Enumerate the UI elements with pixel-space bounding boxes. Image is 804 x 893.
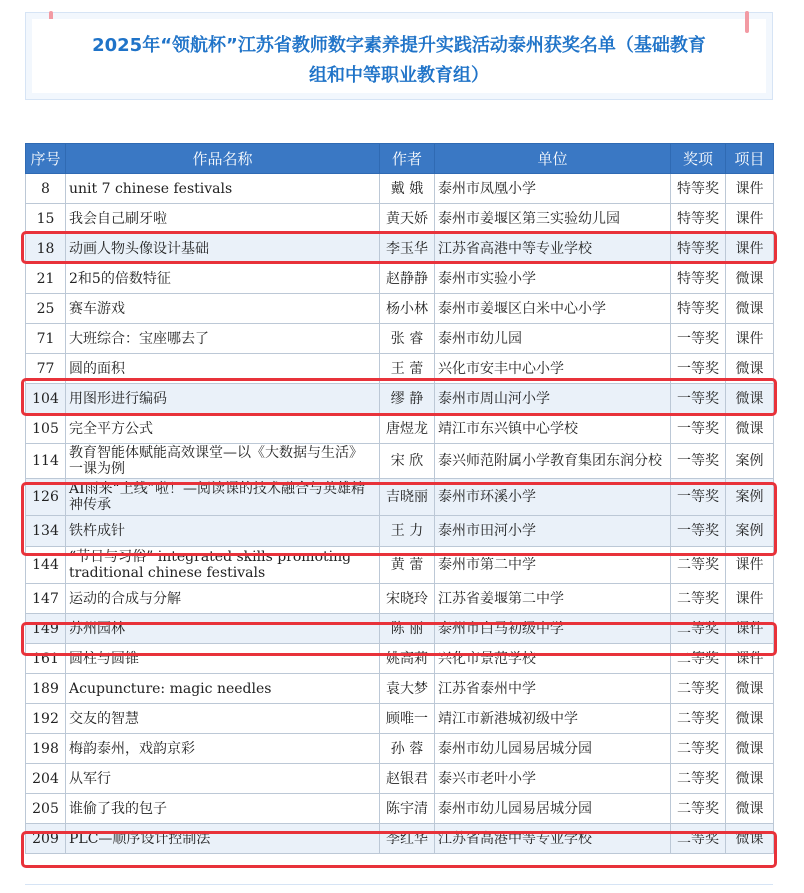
table-row xyxy=(26,734,774,764)
cell-unit: 泰州市幼儿园 xyxy=(435,324,671,354)
cell-category: 案例 xyxy=(726,516,774,547)
table-row xyxy=(26,414,774,444)
cell-author: 李红华 xyxy=(380,824,435,854)
cell-author: 宋晓玲 xyxy=(380,584,435,614)
cell-unit: 泰州市第二中学 xyxy=(435,547,671,584)
cell-no: 209 xyxy=(26,824,66,854)
cell-category: 微课 xyxy=(726,674,774,704)
cell-no: 161 xyxy=(26,644,66,674)
cell-no: 21 xyxy=(26,264,66,294)
cell-unit: 泰兴师范附属小学教育集团东润分校 xyxy=(435,444,671,479)
cell-unit: 江苏省高港中等专业学校 xyxy=(435,824,671,854)
cell-award: 二等奖 xyxy=(671,704,726,734)
cell-unit: 泰州市实验小学 xyxy=(435,264,671,294)
cell-award: 特等奖 xyxy=(671,264,726,294)
cell-author: 姚高莉 xyxy=(380,644,435,674)
cell-category: 微课 xyxy=(726,354,774,384)
cell-author: 张 睿 xyxy=(380,324,435,354)
cell-work-title: 铁杵成针 xyxy=(66,516,380,547)
cell-author: 唐煜龙 xyxy=(380,414,435,444)
cell-author: 缪 静 xyxy=(380,384,435,414)
cell-category: 课件 xyxy=(726,324,774,354)
cell-category: 案例 xyxy=(726,444,774,479)
cell-unit: 泰州市白马初级中学 xyxy=(435,614,671,644)
cell-category: 案例 xyxy=(726,479,774,516)
cell-unit: 靖江市新港城初级中学 xyxy=(435,704,671,734)
table-row xyxy=(26,444,774,479)
cell-no: 192 xyxy=(26,704,66,734)
cell-work-title: 运动的合成与分解 xyxy=(66,584,380,614)
cell-no: 18 xyxy=(26,234,66,264)
cell-author: 陈宇清 xyxy=(380,794,435,824)
cell-author: 王 力 xyxy=(380,516,435,547)
cell-no: 114 xyxy=(26,444,66,479)
cell-no: 8 xyxy=(26,174,66,204)
cell-category: 微课 xyxy=(726,704,774,734)
table-row xyxy=(26,204,774,234)
cell-work-title: AI雨来“上线”啦！—阅读课的技术融合与英雄精神传承 xyxy=(66,479,380,516)
cell-work-title: “节日与习俗” integrated skills promoting traditional chinese festivals xyxy=(66,547,380,584)
cell-unit: 泰兴市老叶小学 xyxy=(435,764,671,794)
cell-award: 一等奖 xyxy=(671,444,726,479)
cell-category: 微课 xyxy=(726,734,774,764)
cell-award: 一等奖 xyxy=(671,354,726,384)
cell-award: 一等奖 xyxy=(671,479,726,516)
cell-award: 二等奖 xyxy=(671,547,726,584)
header-author: 作者 xyxy=(380,144,435,174)
table-row xyxy=(26,354,774,384)
cell-category: 微课 xyxy=(726,264,774,294)
table-row xyxy=(26,174,774,204)
table-row xyxy=(26,384,774,414)
cell-work-title: 赛车游戏 xyxy=(66,294,380,324)
header-work: 作品名称 xyxy=(66,144,380,174)
cell-author: 孙 蓉 xyxy=(380,734,435,764)
cell-category: 课件 xyxy=(726,234,774,264)
cell-work-title: 2和5的倍数特征 xyxy=(66,264,380,294)
table-row xyxy=(26,516,774,547)
cell-no: 205 xyxy=(26,794,66,824)
cell-work-title: unit 7 chinese festivals xyxy=(66,174,380,204)
cell-no: 204 xyxy=(26,764,66,794)
cell-category: 课件 xyxy=(726,584,774,614)
cell-no: 105 xyxy=(26,414,66,444)
cell-work-title: PLC—顺序设计控制法 xyxy=(66,824,380,854)
cell-unit: 泰州市凤凰小学 xyxy=(435,174,671,204)
table-row xyxy=(26,794,774,824)
table-row xyxy=(26,264,774,294)
cell-no: 25 xyxy=(26,294,66,324)
cell-category: 课件 xyxy=(726,614,774,644)
cell-award: 二等奖 xyxy=(671,734,726,764)
cell-work-title: 教育智能体赋能高效课堂—以《大数据与生活》一课为例 xyxy=(66,444,380,479)
table-row xyxy=(26,584,774,614)
cell-award: 特等奖 xyxy=(671,234,726,264)
table-row xyxy=(26,547,774,584)
cell-category: 微课 xyxy=(726,764,774,794)
cell-unit: 江苏省高港中等专业学校 xyxy=(435,234,671,264)
cell-category: 微课 xyxy=(726,384,774,414)
table-row xyxy=(26,614,774,644)
cell-award: 特等奖 xyxy=(671,294,726,324)
cell-work-title: 苏州园林 xyxy=(66,614,380,644)
cell-work-title: 用图形进行编码 xyxy=(66,384,380,414)
cell-unit: 泰州市幼儿园易居城分园 xyxy=(435,794,671,824)
cell-author: 赵银君 xyxy=(380,764,435,794)
cell-unit: 泰州市环溪小学 xyxy=(435,479,671,516)
cell-category: 课件 xyxy=(726,204,774,234)
cell-author: 王 蕾 xyxy=(380,354,435,384)
cell-no: 15 xyxy=(26,204,66,234)
cell-award: 二等奖 xyxy=(671,794,726,824)
cell-work-title: 圆的面积 xyxy=(66,354,380,384)
page-title: 2025年“领航杯”江苏省教师数字素养提升实践活动泰州获奖名单（基础教育组和中等职业教育组） xyxy=(92,35,706,86)
cell-work-title: 从军行 xyxy=(66,764,380,794)
cell-unit: 江苏省姜堰第二中学 xyxy=(435,584,671,614)
cell-unit: 泰州市姜堰区白米中心小学 xyxy=(435,294,671,324)
cell-no: 147 xyxy=(26,584,66,614)
cell-award: 二等奖 xyxy=(671,824,726,854)
cell-author: 李玉华 xyxy=(380,234,435,264)
cell-work-title: 交友的智慧 xyxy=(66,704,380,734)
cell-author: 袁大梦 xyxy=(380,674,435,704)
cell-unit: 江苏省泰州中学 xyxy=(435,674,671,704)
cell-award: 二等奖 xyxy=(671,764,726,794)
cell-no: 126 xyxy=(26,479,66,516)
cell-no: 189 xyxy=(26,674,66,704)
header-award: 奖项 xyxy=(671,144,726,174)
bottom-divider xyxy=(25,884,773,885)
cell-work-title: 我会自己刷牙啦 xyxy=(66,204,380,234)
cell-author: 陈 丽 xyxy=(380,614,435,644)
cell-award: 二等奖 xyxy=(671,584,726,614)
cell-work-title: 完全平方公式 xyxy=(66,414,380,444)
cell-author: 宋 欣 xyxy=(380,444,435,479)
cell-award: 特等奖 xyxy=(671,204,726,234)
title-box xyxy=(25,12,773,100)
cell-author: 戴 娥 xyxy=(380,174,435,204)
table-header xyxy=(26,144,774,174)
cell-work-title: 梅韵泰州，戏韵京彩 xyxy=(66,734,380,764)
cell-author: 吉晓丽 xyxy=(380,479,435,516)
table-row xyxy=(26,294,774,324)
cell-award: 一等奖 xyxy=(671,414,726,444)
cell-award: 二等奖 xyxy=(671,674,726,704)
cell-unit: 泰州市姜堰区第三实验幼儿园 xyxy=(435,204,671,234)
table-row xyxy=(26,644,774,674)
cell-no: 134 xyxy=(26,516,66,547)
table-row xyxy=(26,479,774,516)
award-table xyxy=(25,143,774,854)
header-unit: 单位 xyxy=(435,144,671,174)
header-row xyxy=(26,144,774,174)
table-row xyxy=(26,234,774,264)
cell-author: 赵静静 xyxy=(380,264,435,294)
cell-author: 黄 蕾 xyxy=(380,547,435,584)
cell-unit: 兴化市景范学校 xyxy=(435,644,671,674)
cell-no: 198 xyxy=(26,734,66,764)
cell-category: 微课 xyxy=(726,414,774,444)
cell-author: 顾唯一 xyxy=(380,704,435,734)
cell-work-title: Acupuncture: magic needles xyxy=(66,674,380,704)
cell-work-title: 大班综合：宝座哪去了 xyxy=(66,324,380,354)
table-body xyxy=(26,174,774,854)
cell-award: 一等奖 xyxy=(671,516,726,547)
cell-category: 课件 xyxy=(726,547,774,584)
cell-award: 一等奖 xyxy=(671,324,726,354)
table-row xyxy=(26,674,774,704)
cell-award: 二等奖 xyxy=(671,644,726,674)
cell-unit: 兴化市安丰中心小学 xyxy=(435,354,671,384)
header-no: 序号 xyxy=(26,144,66,174)
table-row xyxy=(26,824,774,854)
cell-no: 77 xyxy=(26,354,66,384)
header-category: 项目 xyxy=(726,144,774,174)
cell-unit: 靖江市东兴镇中心学校 xyxy=(435,414,671,444)
cell-award: 一等奖 xyxy=(671,384,726,414)
cell-no: 144 xyxy=(26,547,66,584)
cell-work-title: 圆柱与圆锥 xyxy=(66,644,380,674)
cell-no: 104 xyxy=(26,384,66,414)
cell-work-title: 动画人物头像设计基础 xyxy=(66,234,380,264)
cell-category: 课件 xyxy=(726,644,774,674)
table-row xyxy=(26,704,774,734)
cell-unit: 泰州市田河小学 xyxy=(435,516,671,547)
cell-unit: 泰州市周山河小学 xyxy=(435,384,671,414)
cell-category: 微课 xyxy=(726,824,774,854)
cell-author: 黄天娇 xyxy=(380,204,435,234)
cell-award: 二等奖 xyxy=(671,614,726,644)
cell-category: 微课 xyxy=(726,794,774,824)
cell-work-title: 谁偷了我的包子 xyxy=(66,794,380,824)
table-row xyxy=(26,764,774,794)
cell-author: 杨小林 xyxy=(380,294,435,324)
cell-unit: 泰州市幼儿园易居城分园 xyxy=(435,734,671,764)
cell-award: 特等奖 xyxy=(671,174,726,204)
cell-no: 149 xyxy=(26,614,66,644)
cell-category: 微课 xyxy=(726,294,774,324)
cell-no: 71 xyxy=(26,324,66,354)
cell-category: 课件 xyxy=(726,174,774,204)
table-row xyxy=(26,324,774,354)
